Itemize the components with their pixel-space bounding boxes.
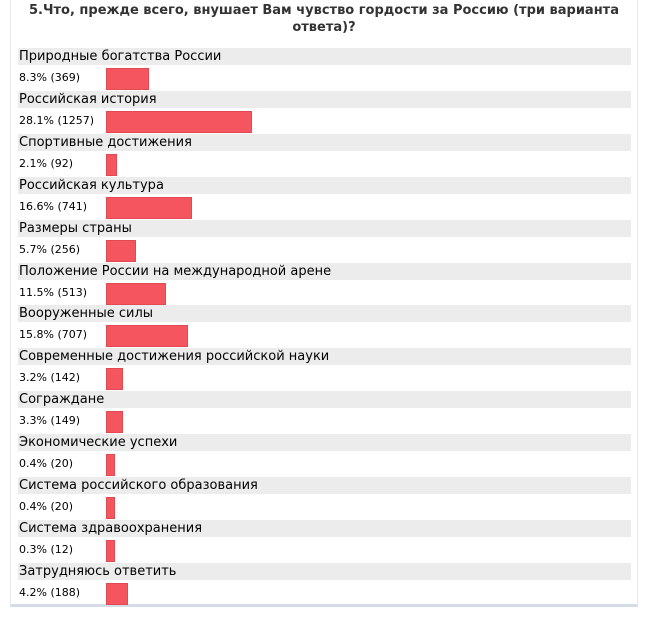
option-stat: 16.6% (741) — [19, 200, 88, 213]
option-label: Система здравоохранения — [18, 520, 631, 537]
option-bar — [106, 540, 115, 562]
option-stat: 8.3% (369) — [19, 71, 81, 84]
option-stat: 2.1% (92) — [19, 157, 74, 170]
option-bar — [106, 368, 123, 390]
poll-question: 5.Что, прежде всего, внушает Вам чувство гордости за Россию (три варианта ответа)? — [29, 3, 619, 35]
option-stat: 0.4% (20) — [19, 500, 74, 513]
option-stat: 11.5% (513) — [19, 286, 88, 299]
option-bar — [106, 497, 115, 519]
poll-option — [18, 220, 631, 263]
option-label: Спортивные достижения — [18, 134, 631, 151]
option-label: Система российского образования — [18, 477, 631, 494]
option-stat: 4.2% (188) — [19, 586, 81, 599]
poll-option — [18, 263, 631, 306]
option-bar — [106, 583, 128, 605]
option-label: Затрудняюсь ответить — [18, 563, 631, 580]
option-stat: 5.7% (256) — [19, 243, 81, 256]
option-bar — [106, 154, 117, 176]
option-label: Экономические успехи — [18, 434, 631, 451]
poll-option — [18, 477, 631, 520]
poll-option — [18, 348, 631, 391]
option-stat: 3.3% (149) — [19, 414, 81, 427]
poll-option — [18, 434, 631, 477]
option-bar — [106, 454, 115, 476]
poll-option — [18, 91, 631, 134]
option-stat: 3.2% (142) — [19, 371, 81, 384]
poll-option — [18, 563, 631, 606]
poll-option — [18, 391, 631, 434]
poll-option — [18, 520, 631, 563]
option-bar — [106, 111, 252, 133]
option-label: Размеры страны — [18, 220, 631, 237]
option-bar — [106, 325, 188, 347]
poll-option — [18, 134, 631, 177]
option-label: Сограждане — [18, 391, 631, 408]
option-label: Российская культура — [18, 177, 631, 194]
option-label: Вооруженные силы — [18, 305, 631, 322]
option-stat: 0.3% (12) — [19, 543, 74, 556]
option-bar — [106, 411, 123, 433]
poll-option — [18, 177, 631, 220]
option-stat: 0.4% (20) — [19, 457, 74, 470]
option-bar — [106, 283, 166, 305]
poll-results — [10, 0, 638, 607]
option-label: Российская история — [18, 91, 631, 108]
poll-option — [18, 305, 631, 348]
option-bar — [106, 197, 192, 219]
poll-option — [18, 48, 631, 91]
option-bar — [106, 68, 149, 90]
option-bar — [106, 240, 136, 262]
option-stat: 28.1% (1257) — [19, 114, 95, 127]
option-label: Положение России на международной арене — [18, 263, 631, 280]
option-label: Природные богатства России — [18, 48, 631, 65]
option-label: Современные достижения российской науки — [18, 348, 631, 365]
option-stat: 15.8% (707) — [19, 328, 88, 341]
